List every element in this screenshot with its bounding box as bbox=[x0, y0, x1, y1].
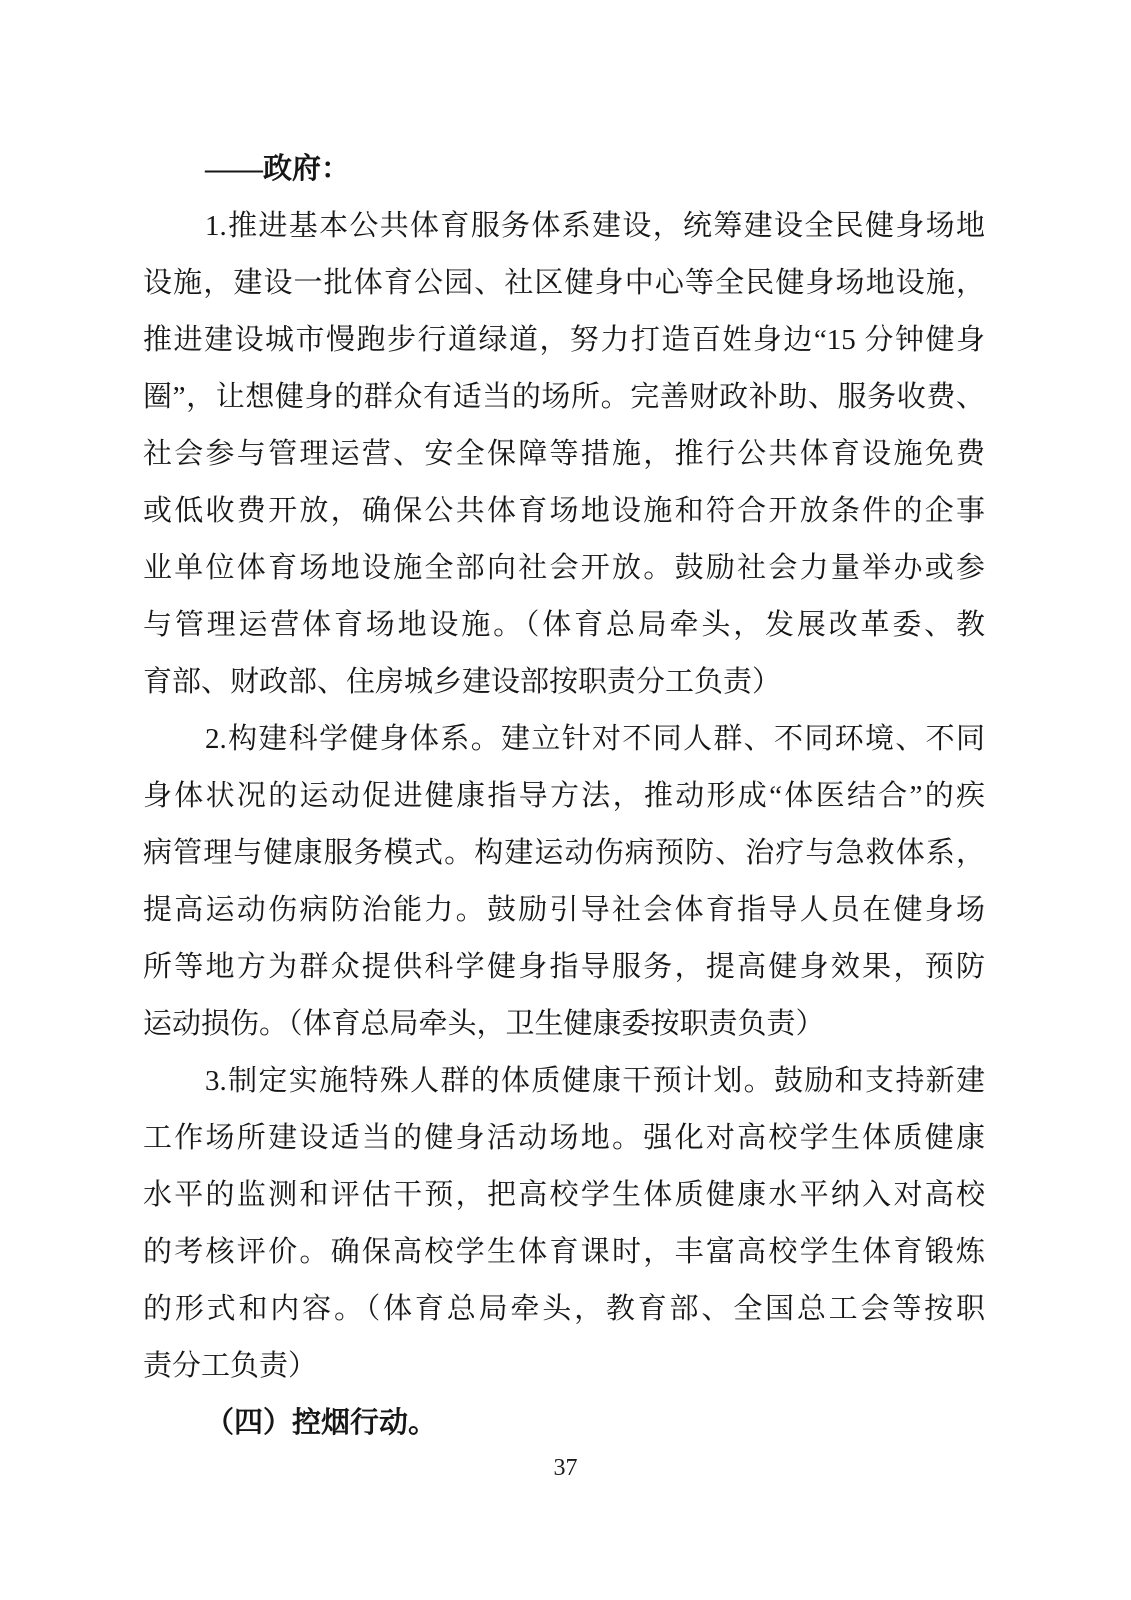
paragraph-line: 水平的监测和评估干预，把高校学生体质健康水平纳入对高校 bbox=[143, 1179, 985, 1211]
paragraph-line: 所等地方为群众提供科学健身指导服务，提高健身效果，预防 bbox=[143, 951, 985, 983]
paragraph-line: 责分工负责） bbox=[143, 1350, 318, 1382]
dash-heading: ——政府： bbox=[205, 153, 351, 185]
paragraph-line: 提高运动伤病防治能力。鼓励引导社会体育指导人员在健身场 bbox=[143, 894, 985, 926]
section-heading: （四）控烟行动。 bbox=[205, 1407, 438, 1439]
paragraph-line: 或低收费开放，确保公共体育场地设施和符合开放条件的企事 bbox=[143, 495, 985, 527]
paragraph-line: 与管理运营体育场地设施。（体育总局牵头，发展改革委、教 bbox=[143, 609, 985, 641]
paragraph-line: 育部、财政部、住房城乡建设部按职责分工负责） bbox=[143, 666, 782, 698]
paragraph-item-2 bbox=[143, 711, 985, 1053]
paragraph-line: 的形式和内容。（体育总局牵头，教育部、全国总工会等按职 bbox=[143, 1293, 985, 1325]
paragraph-line: 运动损伤。（体育总局牵头，卫生健康委按职责负责） bbox=[143, 1008, 825, 1040]
paragraph-line: 的考核评价。确保高校学生体育课时，丰富高校学生体育锻炼 bbox=[143, 1236, 985, 1268]
paragraph-line: 圈”，让想健身的群众有适当的场所。完善财政补助、服务收费、 bbox=[143, 381, 985, 413]
paragraph-line: 设施，建设一批体育公园、社区健身中心等全民健身场地设施， bbox=[143, 267, 985, 299]
paragraph-item-3 bbox=[143, 1053, 985, 1395]
paragraph-line: 推进建设城市慢跑步行道绿道，努力打造百姓身边“15 分钟健身 bbox=[143, 324, 985, 356]
document-body bbox=[143, 141, 985, 1452]
paragraph-line: 1.推进基本公共体育服务体系建设，统筹建设全民健身场地 bbox=[205, 210, 985, 242]
paragraph-line: 业单位体育场地设施全部向社会开放。鼓励社会力量举办或参 bbox=[143, 552, 985, 584]
paragraph-line: 2.构建科学健身体系。建立针对不同人群、不同环境、不同 bbox=[205, 723, 985, 755]
paragraph-line: 工作场所建设适当的健身活动场地。强化对高校学生体质健康 bbox=[143, 1122, 985, 1154]
page-number: 37 bbox=[553, 1455, 578, 1481]
paragraph-item-1 bbox=[143, 198, 985, 711]
paragraph-line: 社会参与管理运营、安全保障等措施，推行公共体育设施免费 bbox=[143, 438, 985, 470]
paragraph-line: 病管理与健康服务模式。构建运动伤病预防、治疗与急救体系， bbox=[143, 837, 985, 869]
paragraph-line: 身体状况的运动促进健康指导方法，推动形成“体医结合”的疾 bbox=[143, 780, 985, 812]
paragraph-line: 3.制定实施特殊人群的体质健康干预计划。鼓励和支持新建 bbox=[205, 1065, 985, 1097]
